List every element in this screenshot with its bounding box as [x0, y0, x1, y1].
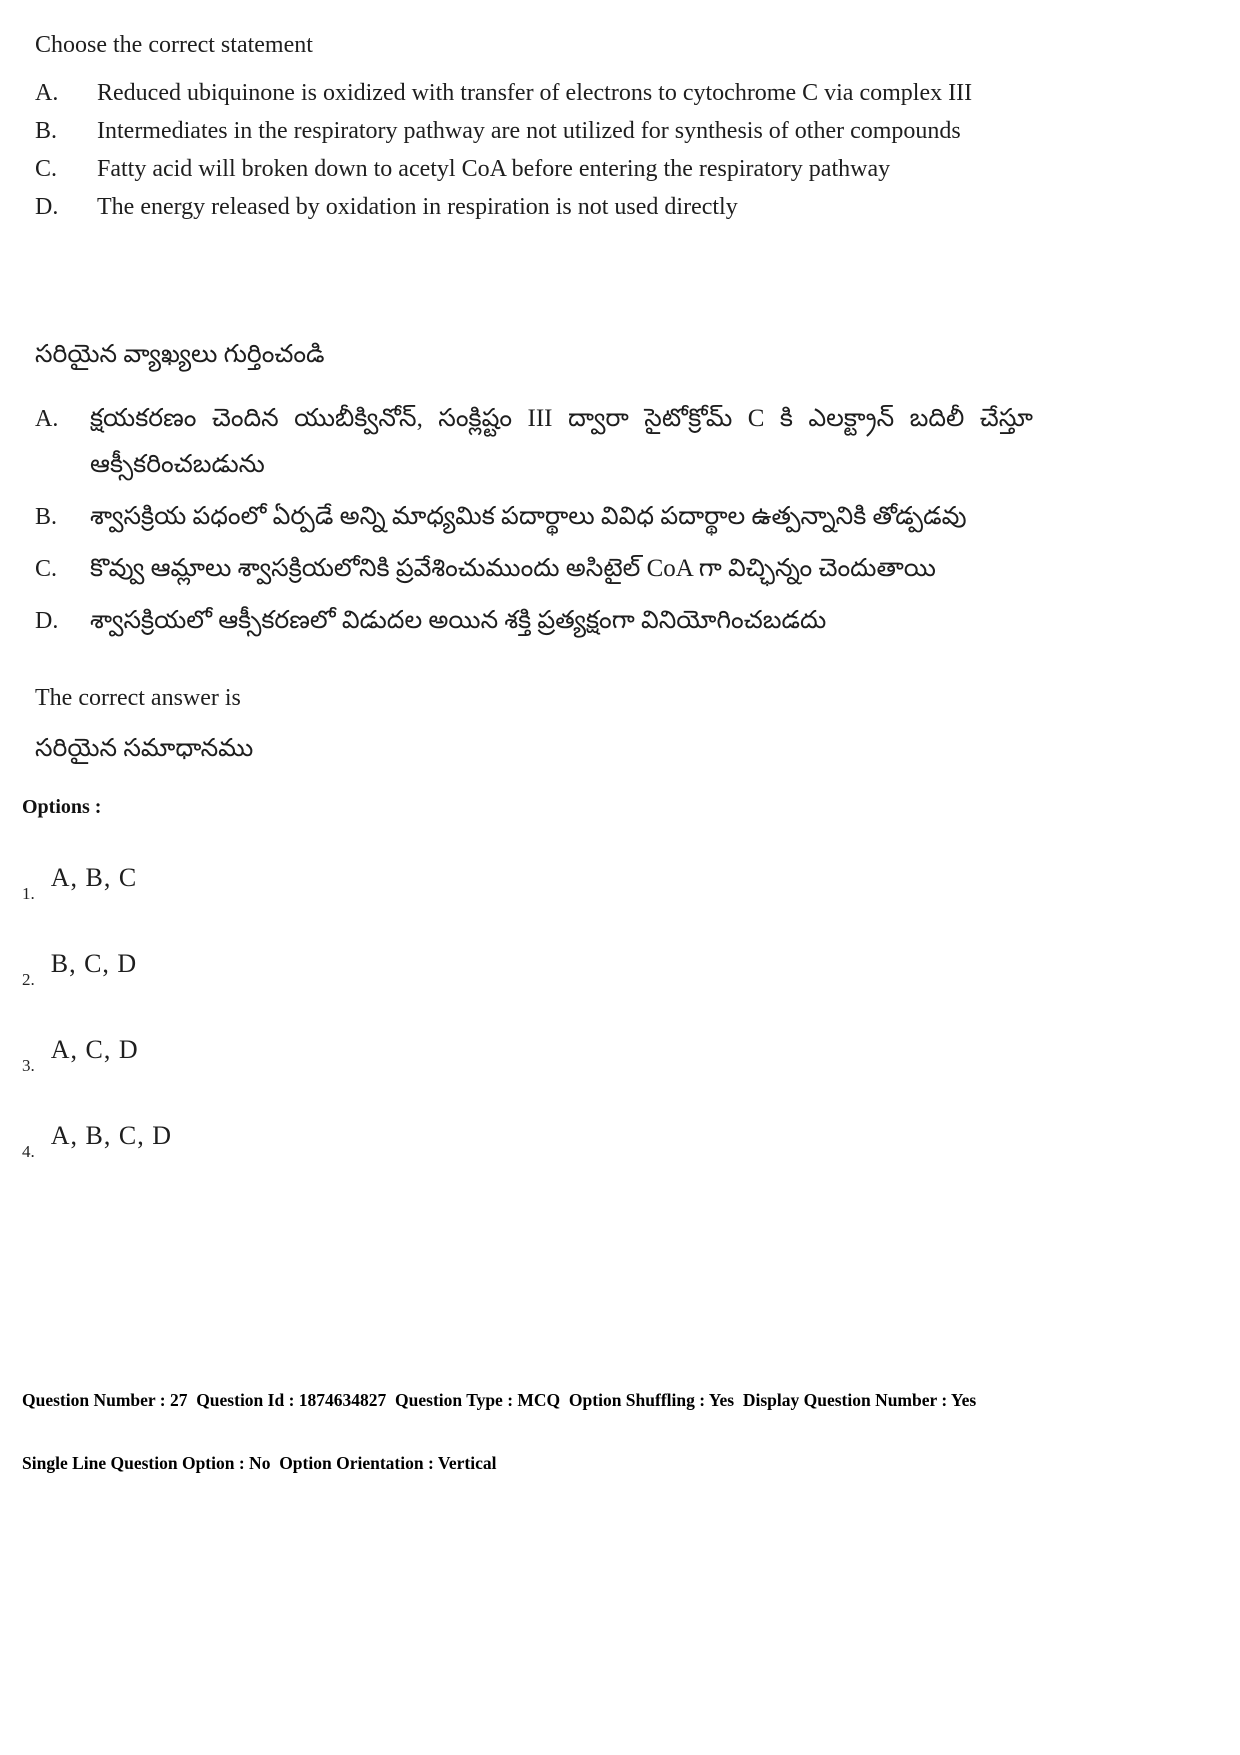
statement-text: శ్వాసక్రియ పధంలో ఏర్పడే అన్ని మాధ్యమిక పదార్థాలు వివిధ పదార్థాల ఉత్పన్నానికి తోడ్పడవు: [90, 503, 967, 530]
statement-label: C.: [35, 156, 58, 182]
statement-label: B.: [35, 118, 58, 144]
statement-label: B.: [35, 504, 58, 530]
metadata-line-2: Single Line Question Option : No Option Orientation : Vertical: [22, 1453, 497, 1473]
question-prompt-te: సరియైన వ్యాఖ్యలు గుర్తించండి: [35, 341, 325, 368]
option-number: 1.: [22, 884, 35, 903]
option-row-3: [22, 1035, 172, 1077]
question-metadata-footer: [22, 1348, 1202, 1516]
option-row-2: [22, 949, 172, 991]
statement-text: క్షయకరణం చెందిన యుబీక్వినోన్, సంక్లిష్టం III ద్వారా సైటోక్రోమ్ C కి ఎలక్ట్రాన్ బదిలీ చేస్తూ ఆక్సీకరించబడును: [90, 405, 1033, 478]
statement-row-a-en: [35, 74, 1027, 112]
option-number: 3.: [22, 1056, 35, 1075]
correct-answer-heading-en: The correct answer is: [35, 685, 241, 711]
option-text: A, B, C: [50, 863, 138, 892]
statement-label: A.: [35, 80, 59, 106]
option-row-1: [22, 863, 172, 905]
option-text: B, C, D: [50, 949, 138, 978]
statement-text: The energy released by oxidation in respiration is not used directly: [97, 194, 738, 220]
statement-text: కొవ్వు ఆమ్లాలు శ్వాసక్రియలోనికి ప్రవేశించుముందు అసిటైల్ CoA గా విచ్ఛిన్నం చెందుతాయి: [90, 555, 936, 582]
metadata-line-1: Question Number : 27 Question Id : 1874634827 Question Type : MCQ Option Shuffling : Yes Display Question Number : Yes: [22, 1390, 977, 1410]
statement-row-a-te: [35, 396, 1033, 488]
options-section: [22, 796, 172, 1163]
statement-row-d-te: [35, 598, 1033, 644]
option-row-4: [22, 1121, 172, 1163]
correct-answer-heading-te: సరియైన సమాధానము: [35, 735, 254, 762]
statement-row-c-te: [35, 546, 1033, 592]
statement-text: శ్వాసక్రియలో ఆక్సీకరణలో విడుదల అయిన శక్తి ప్రత్యక్షంగా వినియోగించబడదు: [90, 607, 827, 634]
question-english-section: [35, 30, 1027, 226]
question-prompt-en: Choose the correct statement: [35, 32, 313, 58]
statement-label: C.: [35, 556, 58, 582]
statement-row-d-en: [35, 188, 1027, 226]
statement-row-b-te: [35, 494, 1033, 540]
correct-answer-section: [35, 683, 253, 765]
statement-row-c-en: [35, 150, 1027, 188]
option-text: A, C, D: [50, 1035, 139, 1064]
statement-label: D.: [35, 608, 59, 634]
statement-text: Fatty acid will broken down to acetyl CoA before entering the respiratory pathway: [97, 156, 891, 182]
question-telugu-section: [35, 338, 1033, 650]
statement-text: Reduced ubiquinone is oxidized with transfer of electrons to cytochrome C via complex III: [97, 80, 973, 106]
option-number: 4.: [22, 1142, 35, 1161]
statement-row-b-en: [35, 112, 1027, 150]
options-heading: Options :: [22, 796, 102, 818]
statement-label: D.: [35, 194, 59, 220]
option-text: A, B, C, D: [50, 1121, 172, 1150]
statement-label: A.: [35, 406, 59, 432]
option-number: 2.: [22, 970, 35, 989]
statement-text: Intermediates in the respiratory pathway are not utilized for synthesis of other compounds: [97, 118, 961, 144]
